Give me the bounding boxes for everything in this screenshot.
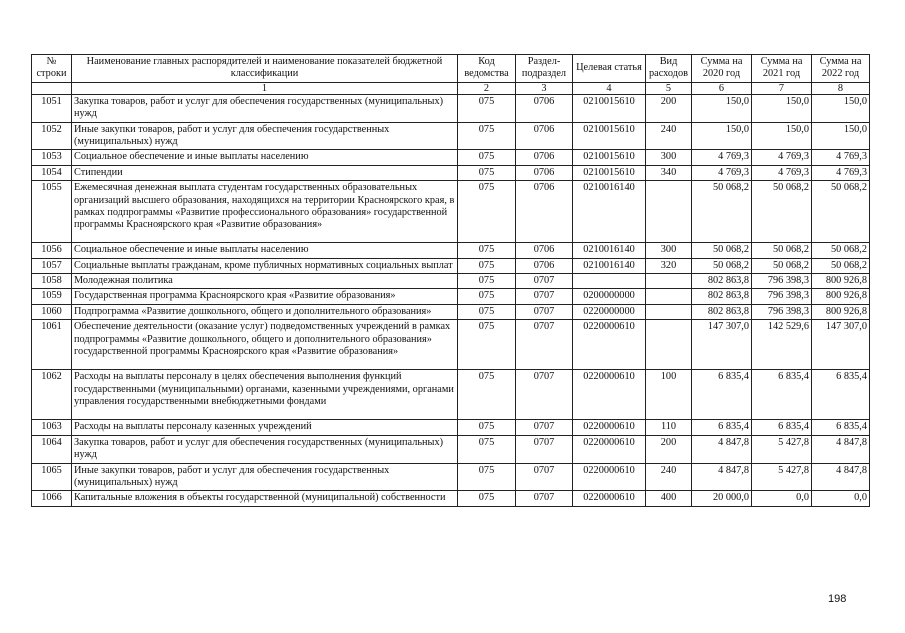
- row-name: Стипендии: [72, 165, 458, 180]
- row-sum-2021: 50 068,2: [752, 258, 812, 273]
- row-sum-2020: 50 068,2: [692, 258, 752, 273]
- row-number: 1063: [32, 420, 72, 435]
- row-number: 1056: [32, 243, 72, 258]
- row-target: 0220000610: [573, 420, 646, 435]
- row-sum-2021: 150,0: [752, 94, 812, 122]
- header-sum-2020: Сумма на 2020 год: [692, 55, 752, 83]
- row-sum-2022: 50 068,2: [812, 181, 870, 243]
- row-dept-code: 075: [458, 420, 516, 435]
- row-sum-2021: 796 398,3: [752, 289, 812, 304]
- row-number: 1061: [32, 320, 72, 370]
- row-sum-2021: 5 427,8: [752, 435, 812, 463]
- budget-table: [31, 54, 870, 507]
- row-target: 0210015610: [573, 150, 646, 165]
- header-name: Наименование главных распорядителей и наименование показателей бюджетной классификации: [72, 55, 458, 83]
- row-dept-code: 075: [458, 150, 516, 165]
- column-number: 8: [812, 82, 870, 94]
- row-sum-2020: 6 835,4: [692, 370, 752, 420]
- row-number: 1064: [32, 435, 72, 463]
- row-sum-2021: 6 835,4: [752, 370, 812, 420]
- row-number: 1059: [32, 289, 72, 304]
- row-sum-2021: 50 068,2: [752, 181, 812, 243]
- row-section: 0706: [516, 181, 573, 243]
- column-number: 4: [573, 82, 646, 94]
- row-target: 0220000610: [573, 320, 646, 370]
- column-number-row: [32, 82, 870, 94]
- row-sum-2020: 50 068,2: [692, 243, 752, 258]
- row-sum-2022: 4 769,3: [812, 165, 870, 180]
- row-name: Закупка товаров, работ и услуг для обеспечения государственных (муниципальных) нужд: [72, 94, 458, 122]
- row-section: 0707: [516, 435, 573, 463]
- row-dept-code: 075: [458, 274, 516, 289]
- table-row: [32, 165, 870, 180]
- column-number: 2: [458, 82, 516, 94]
- row-sum-2020: 150,0: [692, 122, 752, 150]
- row-target: 0210016140: [573, 258, 646, 273]
- row-section: 0707: [516, 370, 573, 420]
- table-row: [32, 150, 870, 165]
- row-sum-2020: 50 068,2: [692, 181, 752, 243]
- row-number: 1053: [32, 150, 72, 165]
- row-section: 0706: [516, 94, 573, 122]
- table-row: [32, 420, 870, 435]
- header-row: [32, 55, 870, 83]
- row-sum-2020: 802 863,8: [692, 289, 752, 304]
- column-number: [32, 82, 72, 94]
- row-dept-code: 075: [458, 243, 516, 258]
- row-expense-type: 300: [646, 243, 692, 258]
- row-sum-2021: 6 835,4: [752, 420, 812, 435]
- row-sum-2020: 4 847,8: [692, 463, 752, 491]
- row-sum-2021: 5 427,8: [752, 463, 812, 491]
- row-number: 1065: [32, 463, 72, 491]
- row-target: 0220000610: [573, 491, 646, 506]
- row-sum-2022: 50 068,2: [812, 258, 870, 273]
- row-target: 0220000610: [573, 435, 646, 463]
- row-section: 0707: [516, 274, 573, 289]
- row-section: 0707: [516, 491, 573, 506]
- header-target: Целевая статья: [573, 55, 646, 83]
- header-row-no: № строки: [32, 55, 72, 83]
- row-target: 0210016140: [573, 181, 646, 243]
- table-row: [32, 243, 870, 258]
- row-dept-code: 075: [458, 181, 516, 243]
- row-expense-type: 240: [646, 463, 692, 491]
- row-dept-code: 075: [458, 122, 516, 150]
- row-target: 0210015610: [573, 122, 646, 150]
- row-expense-type: 240: [646, 122, 692, 150]
- header-sum-2021: Сумма на 2021 год: [752, 55, 812, 83]
- row-target: 0200000000: [573, 289, 646, 304]
- row-dept-code: 075: [458, 304, 516, 319]
- row-target: 0220000000: [573, 304, 646, 319]
- row-name: Иные закупки товаров, работ и услуг для обеспечения государственных (муниципальных) нужд: [72, 463, 458, 491]
- row-sum-2022: 150,0: [812, 122, 870, 150]
- row-dept-code: 075: [458, 435, 516, 463]
- row-dept-code: 075: [458, 320, 516, 370]
- row-section: 0706: [516, 258, 573, 273]
- row-sum-2022: 6 835,4: [812, 370, 870, 420]
- row-expense-type: 300: [646, 150, 692, 165]
- row-sum-2022: 50 068,2: [812, 243, 870, 258]
- row-sum-2022: 4 847,8: [812, 435, 870, 463]
- row-sum-2020: 147 307,0: [692, 320, 752, 370]
- row-expense-type: 100: [646, 370, 692, 420]
- row-name: Ежемесячная денежная выплата студентам государственных образовательных организаций высшего образования, находящихся на территории Красноярского края, в рамках подпрограммы «Развитие профессионального образования» государственной программы Красноярского края «Развитие образования»: [72, 181, 458, 243]
- row-dept-code: 075: [458, 258, 516, 273]
- header-section: Раздел-подраздел: [516, 55, 573, 83]
- document-page: [31, 54, 869, 507]
- row-section: 0706: [516, 150, 573, 165]
- row-name: Иные закупки товаров, работ и услуг для обеспечения государственных (муниципальных) нужд: [72, 122, 458, 150]
- row-sum-2020: 6 835,4: [692, 420, 752, 435]
- row-sum-2022: 6 835,4: [812, 420, 870, 435]
- row-section: 0707: [516, 463, 573, 491]
- row-target: 0220000610: [573, 370, 646, 420]
- row-number: 1058: [32, 274, 72, 289]
- row-sum-2022: 4 847,8: [812, 463, 870, 491]
- row-number: 1054: [32, 165, 72, 180]
- row-sum-2022: 150,0: [812, 94, 870, 122]
- row-sum-2022: 800 926,8: [812, 289, 870, 304]
- row-sum-2021: 4 769,3: [752, 150, 812, 165]
- row-sum-2021: 796 398,3: [752, 304, 812, 319]
- column-number: 1: [72, 82, 458, 94]
- row-sum-2020: 802 863,8: [692, 304, 752, 319]
- row-name: Капитальные вложения в объекты государственной (муниципальной) собственности: [72, 491, 458, 506]
- column-number: 7: [752, 82, 812, 94]
- column-number: 5: [646, 82, 692, 94]
- row-sum-2021: 142 529,6: [752, 320, 812, 370]
- row-section: 0707: [516, 320, 573, 370]
- row-dept-code: 075: [458, 491, 516, 506]
- table-row: [32, 181, 870, 243]
- row-number: 1051: [32, 94, 72, 122]
- table-row: [32, 370, 870, 420]
- table-row: [32, 304, 870, 319]
- row-dept-code: 075: [458, 289, 516, 304]
- row-sum-2022: 4 769,3: [812, 150, 870, 165]
- row-expense-type: 340: [646, 165, 692, 180]
- row-number: 1052: [32, 122, 72, 150]
- row-dept-code: 075: [458, 94, 516, 122]
- row-expense-type: 400: [646, 491, 692, 506]
- header-sum-2022: Сумма на 2022 год: [812, 55, 870, 83]
- table-row: [32, 320, 870, 370]
- row-section: 0707: [516, 420, 573, 435]
- row-name: Молодежная политика: [72, 274, 458, 289]
- header-dept-code: Код ведомства: [458, 55, 516, 83]
- page-number: 198: [828, 593, 847, 605]
- row-dept-code: 075: [458, 165, 516, 180]
- row-expense-type: [646, 181, 692, 243]
- row-dept-code: 075: [458, 463, 516, 491]
- table-row: [32, 258, 870, 273]
- row-sum-2022: 800 926,8: [812, 274, 870, 289]
- row-name: Социальные выплаты гражданам, кроме публичных нормативных социальных выплат: [72, 258, 458, 273]
- row-dept-code: 075: [458, 370, 516, 420]
- row-target: 0210016140: [573, 243, 646, 258]
- row-sum-2022: 0,0: [812, 491, 870, 506]
- table-row: [32, 463, 870, 491]
- header-expense-type: Вид расходов: [646, 55, 692, 83]
- row-name: Социальное обеспечение и иные выплаты населению: [72, 150, 458, 165]
- row-expense-type: [646, 289, 692, 304]
- row-number: 1060: [32, 304, 72, 319]
- row-expense-type: [646, 274, 692, 289]
- row-name: Расходы на выплаты персоналу казенных учреждений: [72, 420, 458, 435]
- row-section: 0706: [516, 165, 573, 180]
- row-sum-2020: 150,0: [692, 94, 752, 122]
- row-number: 1055: [32, 181, 72, 243]
- row-expense-type: [646, 320, 692, 370]
- row-target: 0210015610: [573, 165, 646, 180]
- row-name: Закупка товаров, работ и услуг для обеспечения государственных (муниципальных) нужд: [72, 435, 458, 463]
- row-name: Социальное обеспечение и иные выплаты населению: [72, 243, 458, 258]
- table-row: [32, 274, 870, 289]
- table-row: [32, 491, 870, 506]
- row-sum-2020: 802 863,8: [692, 274, 752, 289]
- table-row: [32, 435, 870, 463]
- row-sum-2021: 0,0: [752, 491, 812, 506]
- row-sum-2021: 4 769,3: [752, 165, 812, 180]
- row-expense-type: 200: [646, 94, 692, 122]
- row-sum-2020: 4 769,3: [692, 150, 752, 165]
- table-row: [32, 94, 870, 122]
- row-section: 0707: [516, 289, 573, 304]
- row-sum-2020: 4 847,8: [692, 435, 752, 463]
- column-number: 3: [516, 82, 573, 94]
- row-section: 0706: [516, 243, 573, 258]
- table-row: [32, 122, 870, 150]
- row-number: 1062: [32, 370, 72, 420]
- row-expense-type: 200: [646, 435, 692, 463]
- row-sum-2021: 150,0: [752, 122, 812, 150]
- row-name: Государственная программа Красноярского края «Развитие образования»: [72, 289, 458, 304]
- row-sum-2022: 800 926,8: [812, 304, 870, 319]
- row-sum-2020: 4 769,3: [692, 165, 752, 180]
- row-name: Расходы на выплаты персоналу в целях обеспечения выполнения функций государственными (муниципальными) органами, казенными учреждениями, органами управления государственными внебюджетными фондами: [72, 370, 458, 420]
- row-name: Обеспечение деятельности (оказание услуг) подведомственных учреждений в рамках подпрограммы «Развитие дошкольного, общего и дополнительного образования» государственной программы Красноярского края «Развитие образования»: [72, 320, 458, 370]
- table-row: [32, 289, 870, 304]
- table-body: [32, 94, 870, 506]
- row-sum-2022: 147 307,0: [812, 320, 870, 370]
- row-sum-2021: 50 068,2: [752, 243, 812, 258]
- row-sum-2021: 796 398,3: [752, 274, 812, 289]
- row-number: 1057: [32, 258, 72, 273]
- row-sum-2020: 20 000,0: [692, 491, 752, 506]
- row-target: 0210015610: [573, 94, 646, 122]
- row-section: 0707: [516, 304, 573, 319]
- row-number: 1066: [32, 491, 72, 506]
- row-expense-type: 110: [646, 420, 692, 435]
- row-target: 0220000610: [573, 463, 646, 491]
- row-expense-type: 320: [646, 258, 692, 273]
- column-number: 6: [692, 82, 752, 94]
- row-name: Подпрограмма «Развитие дошкольного, общего и дополнительного образования»: [72, 304, 458, 319]
- row-target: [573, 274, 646, 289]
- row-expense-type: [646, 304, 692, 319]
- row-section: 0706: [516, 122, 573, 150]
